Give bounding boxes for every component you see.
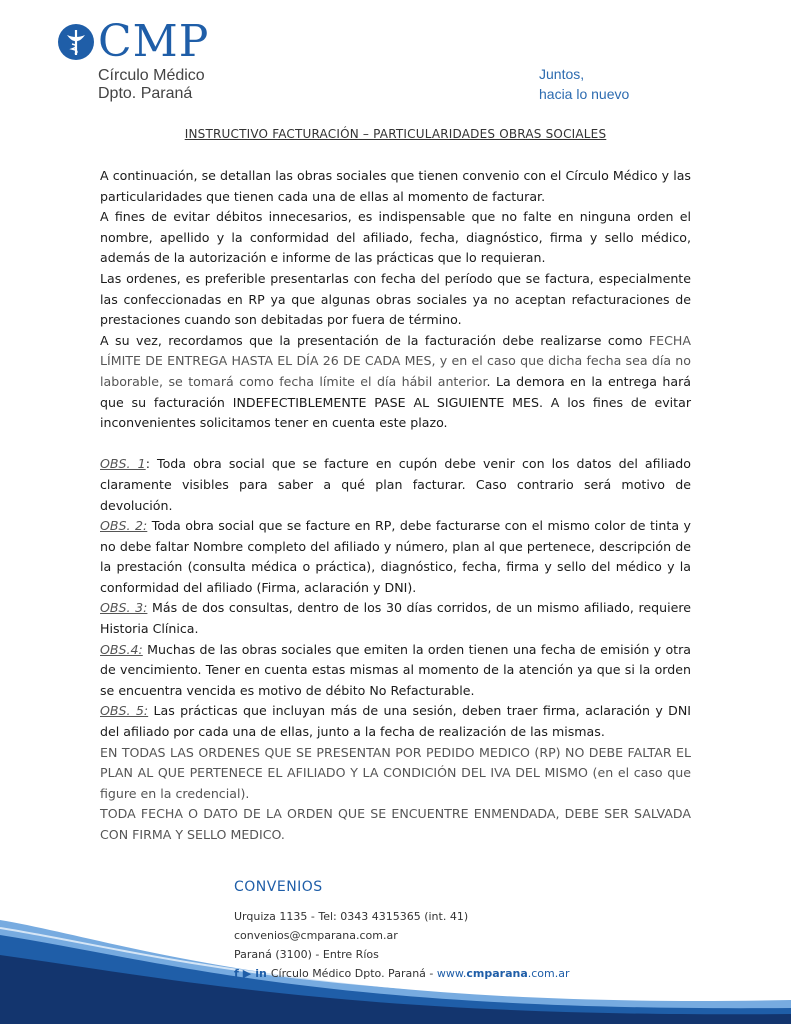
document-title: INSTRUCTIVO FACTURACIÓN – PARTICULARIDADES OBRAS SOCIALES [184,127,607,141]
observation-text: Las prácticas que incluyan más de una sesión, deben traer firma, aclaración y DNI del afiliado por cada una de ellas, junto a la fecha de realización de las mismas. [100,703,691,740]
footer-social-row [234,964,570,983]
footer-title: CONVENIOS [234,879,323,895]
youtube-icon[interactable]: ▶ [242,967,252,980]
website-link[interactable]: www.cmparana.com.ar [436,967,570,980]
logo-wordmark: CMP [98,16,210,67]
observation-text: : Toda obra social que se facture en cupón debe venir con los datos del afiliado claramente visibles para saber a qué plan facturar. Caso contrario será motivo de devolución. [100,456,691,513]
notice-amended-data: TODA FECHA O DATO DE LA ORDEN QUE SE ENCUENTRE ENMENDADA, DEBE SER SALVADA CON FIRMA Y SELLO MEDICO. [100,806,691,842]
paragraph-intro: A continuación, se detallan las obras sociales que tienen convenio con el Círculo Médico y las particularidades que tienen cada una de ellas al momento de facturar. [100,168,691,204]
observation-label: OBS. 1 [100,456,146,472]
notice-rp-orders: EN TODAS LAS ORDENES QUE SE PRESENTAN POR PEDIDO MEDICO (RP) NO DEBE FALTAR EL PLAN AL QUE PERTENECE EL AFILIADO Y LA CONDICIÓN DEL IVA DEL MISMO (en el caso que figure en la credencial). [100,744,691,801]
social-name: Círculo Médico Dpto. Paraná - [270,967,437,980]
linkedin-icon[interactable]: in [255,967,267,980]
footer-address: Urquiza 1135 - Tel: 0343 4315365 (int. 41) [234,910,469,923]
observation-label: OBS. 5: [100,703,149,719]
observation-text: Más de dos consultas, dentro de los 30 días corridos, de un mismo afiliado, requiere Historia Clínica. [100,600,691,637]
tagline-line2: hacia lo nuevo [539,86,630,102]
observation-5 [100,701,691,742]
observation-4 [100,640,691,702]
observation-1 [100,454,691,516]
logo-subtitle-line1: Círculo Médico [98,67,205,84]
paragraph-requirements: A fines de evitar débitos innecesarios, es indispensable que no falte en ninguna orden el nombre, apellido y la conformidad del afiliado, fecha, diagnóstico, firma y sello médico, además de la autorización e informe de las prácticas que lo requieran. [100,209,691,266]
footer-city: Paraná (3100) - Entre Ríos [234,948,379,961]
observation-label: OBS.4: [100,641,143,657]
tagline-line1: Juntos, [539,66,585,82]
paragraph-dates: Las ordenes, es preferible presentarlas con fecha del período que se factura, especialmente las confeccionadas en RP ya que algunas obras sociales ya no aceptan refacturaciones de prestaciones cuando son debitadas por fuera de término. [100,270,691,328]
paragraph-deadline [100,331,691,434]
footer-contact [234,879,570,983]
deadline-intro: A su vez, recordamos que la presentación de la facturación debe realizarse como [100,332,649,348]
observation-2 [100,516,691,598]
deadline-highlight: FECHA LÍMITE DE ENTREGA HASTA EL DÍA 26 DE CADA MES, y en el caso que dicha fecha sea día no laborable, se tomará como fecha límite el día hábil anterior [100,332,691,389]
deadline-consequence: . La demora en la entrega hará que su facturación INDEFECTIBLEMENTE PASE AL SIGUIENTE MES. A los fines de evitar inconvenientes solicitamos tener en cuenta este plazo. [100,373,692,431]
observation-label: OBS. 2: [100,518,148,534]
logo-subtitle-line2: Dpto. Paraná [98,85,193,102]
footer-email[interactable]: convenios@cmparana.com.ar [234,929,398,942]
medical-emblem-icon [58,24,94,60]
observation-text: Muchas de las obras sociales que emiten la orden tienen una fecha de emisión y otra de vencimiento. Tener en cuenta estas mismas al momento de la atención ya que si la orden se encuentra vencida es motivo de débito No Refacturable. [100,641,691,698]
facebook-icon[interactable]: f [234,967,239,980]
observation-label: OBS. 3: [100,600,148,616]
observation-3 [100,598,691,639]
document-body [100,166,691,846]
observation-text: Toda obra social que se facture en RP, debe facturarse con el mismo color de tinta y no debe faltar Nombre completo del afiliado y número, plan al que pertenece, descripción de la prestación (consulta médica o práctica), diagnóstico, fecha, firma y sello del médico y la conformidad del afiliado (Firma, aclaración y DNI). [100,518,692,595]
